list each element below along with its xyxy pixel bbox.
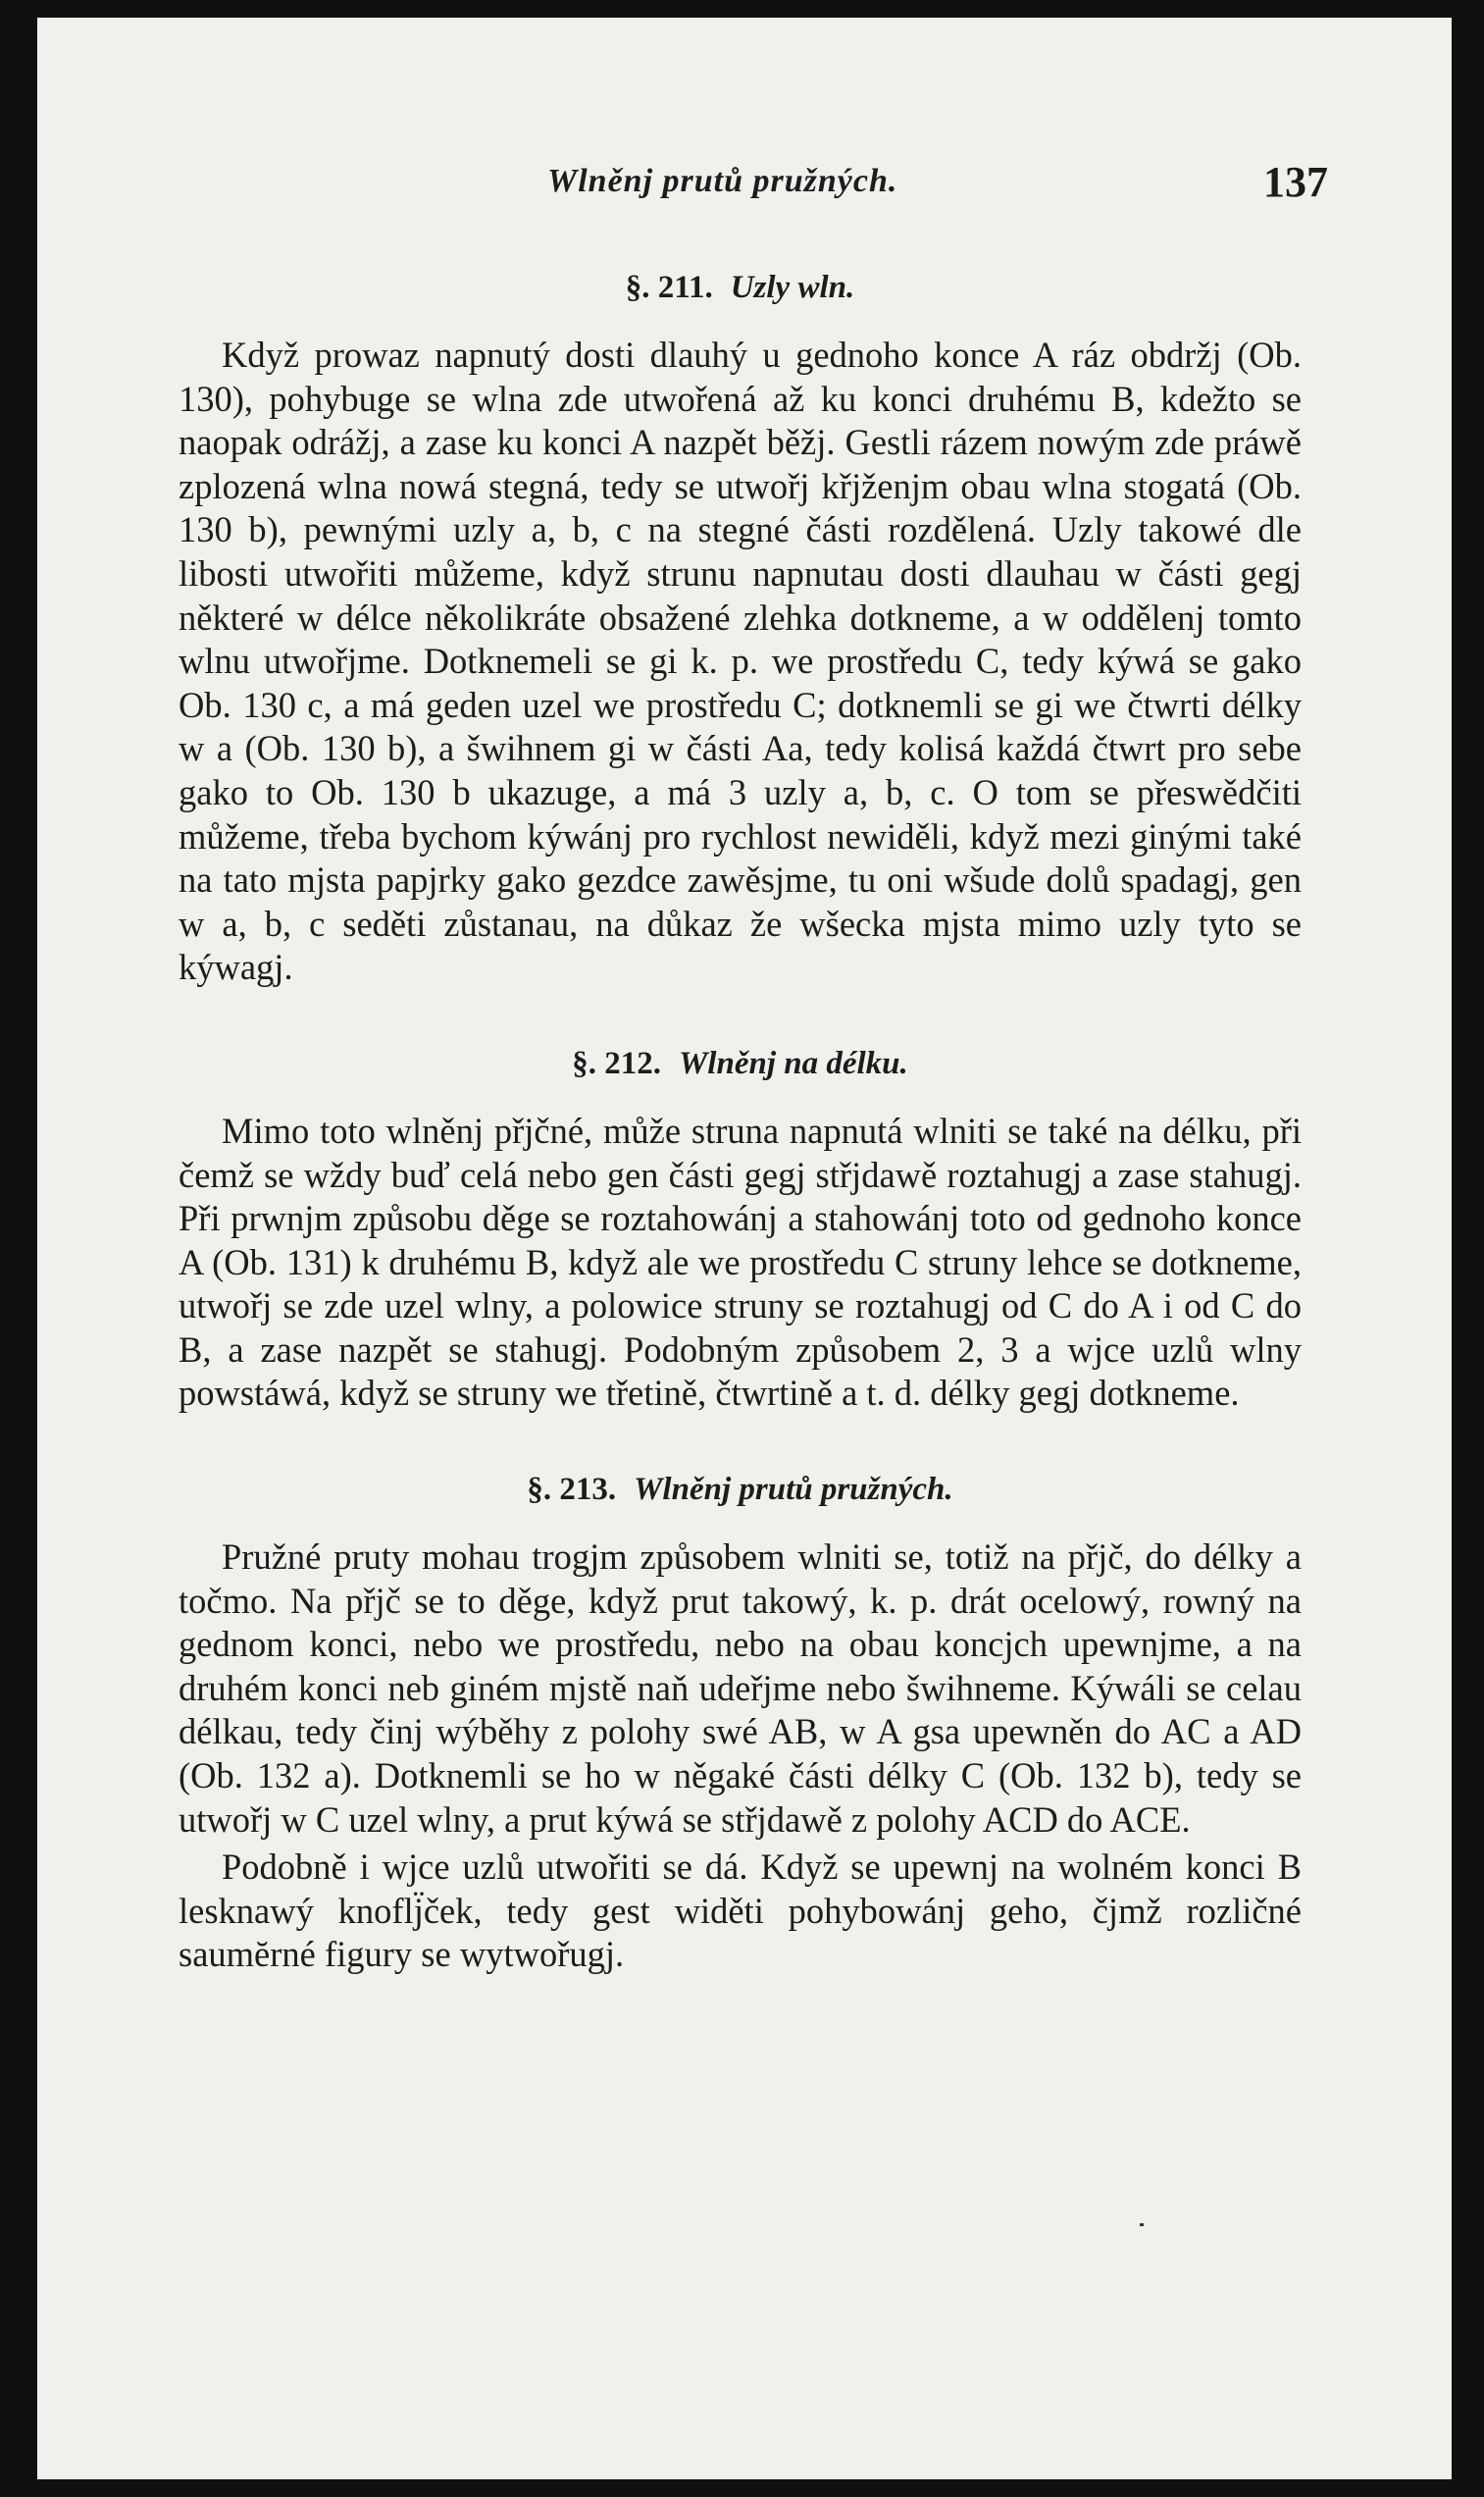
text-block [179,265,1302,1977]
paragraph: Podobně i wjce uzlů utwořiti se dá. Když se upewnj na wolném konci B lesknawý knoflj̈ček, tedy gest widěti pohybowánj geho, čjmž rozličné saumĕrné figury se wytwořugj. [179,1847,1302,1975]
section-heading-211 [179,265,1302,310]
paragraph: Když prowaz napnutý dosti dlauhý u gednoho konce A ráz obdržj (Ob. 130), pohybuge se wlna zde utwořená až ku konci druhému B, kdežto se naopak odrážj, a zase ku konci A nazpět běžj. Gestli rázem nowým zde práwě zplozená wlna nowá stegná, tedy se utwořj křjženjm obau wlna stogatá (Ob. 130 b), pewnými uzly a, b, c na stegné části rozdělená. Uzly takowé dle libosti utwořiti můžeme, když strunu napnutau dosti dlauhau w části gegj některé w délce několikráte obsažené zlehka dotkneme, a w oddělenj tomto wlnu utwořjme. Dotknemeli se gi k. p. we prostředu C, tedy kýwá se gako Ob. 130 c, a má geden uzel we prostředu C; dotknemli se gi we čtwrti délky w a (Ob. 130 b), a šwihnem gi w části Aa, tedy kolisá každá čtwrt pro sebe gako to Ob. 130 b ukazuge, a má 3 uzly a, b, c. O tom se přeswědčiti můžeme, třeba bychom kýwánj pro rychlost newiděli, když mezi ginými také na tato mjsta papjrky gako gezdce zawěsjme, tu oni wšude dolů spadagj, gen w a, b, c seděti zůstanau, na důkaz že wšecka mjsta mimo uzly tyto se kýwagj. [179,335,1302,988]
section-number: §. 211. [625,270,713,305]
ink-speck [1140,2223,1144,2226]
page-number: 137 [1263,158,1328,206]
section-number: §. 213. [527,1472,617,1508]
section-title: Uzly wln. [730,270,855,305]
section-number: §. 212. [572,1045,661,1081]
paragraph: Mimo toto wlněnj přjčné, může struna napnutá wlniti se také na délku, při čemž se wždy buď celá nebo gen části gegj střjdawě roztahugj a zase stahugj. Při prwnjm způsobu děge se roztahowánj a stahowánj toto od gednoho konce A (Ob. 131) k druhému B, když ale we prostředu C struny lehce se dotkneme, utwořj se zde uzel wlny, a polowice struny se roztahugj od C do A i od C do B, a zase nazpět se stahugj. Podobným způsobem 2, 3 a wjce uzlů wlny powstáwá, když se struny we třetině, čtwrtině a t. d. délky gegj dotkneme. [179,1110,1302,1414]
running-head [37,158,1452,222]
book-page [37,18,1452,2479]
running-title: Wlněnj prutů pružných. [547,163,898,199]
section-title: Wlněnj prutů pružných. [634,1472,953,1508]
section-heading-213 [179,1467,1302,1512]
section-heading-212 [179,1041,1302,1086]
paragraph: Pružné pruty mohau trogjm způsobem wlniti se, totiž na přjč, do délky a točmo. Na přjč se to děge, když prut takowý, k. p. drát ocelowý, rowný na gednom konci, nebo we prostředu, nebo na obau koncjch upewnjme, a na druhém konci neb giném mjstě naň udeřjme nebo šwihneme. Kýwáli se celau délkau, tedy činj wýběhy z polohy swé AB, w A gsa upewněn do AC a AD (Ob. 132 a). Dotknemli se ho w něgaké části délky C (Ob. 132 b), tedy se utwořj w C uzel wlny, a prut kýwá se střjdawě z polohy ACD do ACE. [179,1536,1302,1840]
section-title: Wlněnj na délku. [678,1045,908,1081]
